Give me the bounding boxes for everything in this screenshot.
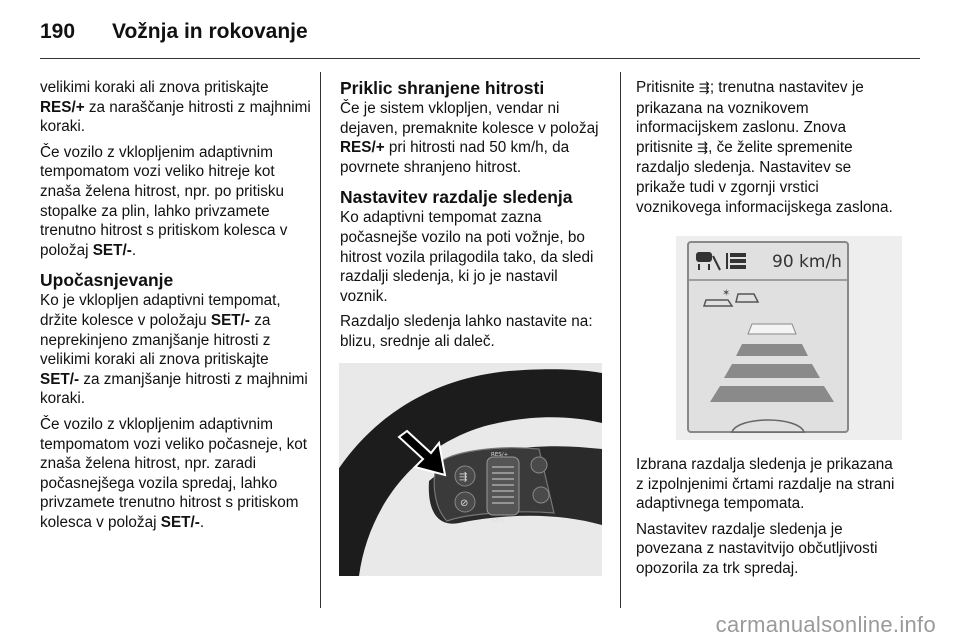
driver-info-display-figure [676,236,902,440]
display-speed: 90 km/h [772,252,842,272]
paragraph: Če je sistem vklopljen, vendar ni dejaven, premaknite kolesce v položaj RES/+ pri hitrosti nad 50 km/h, da povrnete shranjeno hitrost. [340,100,599,176]
section-heading: Priklic shranjene hitrosti [340,78,545,98]
column-2 [340,78,606,358]
column-divider-1 [320,72,321,608]
page-number: 190 [40,20,76,43]
distance-bar-far [748,324,796,334]
header-rule [40,58,920,59]
distance-bar-near [710,386,834,402]
follow-distance-icon: ⇶ [697,140,709,156]
column-divider-2 [620,72,621,608]
thumbwheel [487,457,519,515]
paragraph: velikimi koraki ali znova pritiskajte RES/+ za naraščanje hitrosti z majhnimi koraki. [40,79,311,136]
follow-distance-icon: ⇶ [459,472,468,483]
res-label: RES/+ [491,452,509,458]
distance-bar-medium-far [736,344,808,356]
paragraph: Izbrana razdalja sledenja je prikazana z izpolnjenimi črtami razdalje na strani adaptivnega tempomata. [636,456,895,513]
paragraph: Če vozilo z vklopljenim adaptivnim tempomatom vozi veliko hitreje kot znaša želena hitrost, npr. po pritisku stopalke za plin, lahko privzamete trenutno hitrost s pritiskom kolesca v položaj SET/-. [40,143,288,259]
page-title: Vožnja in rokovanje [112,20,308,43]
distance-bar-medium [724,364,820,378]
svg-text:✶: ✶ [722,288,731,299]
paragraph: Razdaljo sledenja lahko nastavite na: blizu, srednje ali daleč. [340,313,593,350]
section-heading: Nastavitev razdalje sledenja [340,187,573,208]
set-label: SET/- [492,518,507,524]
follow-distance-icon: ⇶ [698,81,710,96]
thumbwheel-ridges [492,467,514,503]
speed-limiter-button [533,487,549,503]
column-3 [636,78,904,223]
paragraph: Nastavitev razdalje sledenja je povezana z nastavitvijo občutljivosti opozorila za trk spredaj. [636,520,878,577]
cruise-cancel-icon: ⊘ [460,498,469,509]
column-3-lower [636,455,904,585]
watermark: carmanualsonline.info [715,612,936,637]
paragraph: Pritisnite ⇶; trenutna nastavitev je prikazana na voznikovem informacijskem zaslonu. Znova pritisnite ⇶, če želite spremenite razdaljo sledenja. Nastavitev se prikaže tudi v zgornji vrstici voznikovega informacijskega zaslona. [636,79,893,216]
section-heading: Upočasnjevanje [40,270,174,291]
paragraph: Ko je vklopljen adaptivni tempomat, držite kolesce v položaju SET/- za neprekinjeno zmanjšanje hitrosti z velikimi koraki ali znova pritiskajte SET/- za zmanjšanje hitrosti z majhnimi koraki. [40,292,308,408]
page-header [40,16,920,62]
column-1 [40,78,312,538]
lane-button [531,457,547,473]
paragraph: Ko adaptivni tempomat zazna počasnejše vozilo na poti vožnje, bo hitrost vozila prilagodila tako, da sledi razdalji sledenja, ki jo je nastavil voznik. [340,209,594,305]
steering-wheel-figure [339,363,602,576]
paragraph: Če vozilo z vklopljenim adaptivnim tempomatom vozi veliko počasneje, kot znaša želena hitrost, npr. zaradi počasnejšega vozila spredaj, lahko privzamete trenutno hitrost s pritiskom kolesca v položaj SET/-. [40,415,307,531]
